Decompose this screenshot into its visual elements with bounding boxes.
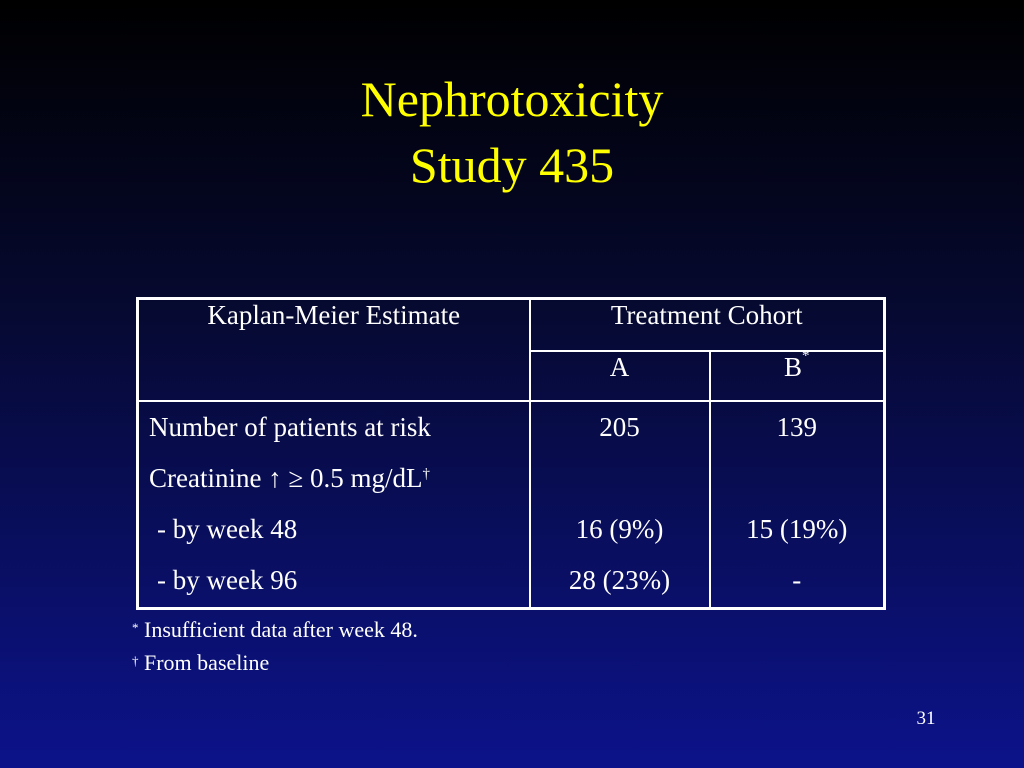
footnote-insufficient-data [132,614,418,646]
cohort-b-week-48: 15 (19%) [746,513,848,544]
row-label-week-48: - by week 48 [157,513,298,544]
header-treatment-cohort [530,299,885,351]
cohort-a-creatinine [531,453,709,504]
creatinine-label: Creatinine [149,462,262,493]
footnote-1-mark: * [132,620,139,635]
cohort-a-label: A [609,351,630,382]
slide-title [0,66,1024,198]
creatinine-footnote-mark: † [422,465,431,482]
results-table [136,297,886,610]
body-row [138,401,885,609]
title-line-1: Nephrotoxicity [360,71,664,127]
header-cohort-b [710,347,885,401]
footnote-2-mark: † [132,653,139,668]
header-estimate [138,299,530,401]
cohort-b-creatinine [711,453,884,504]
cohort-a-values-cell [530,401,710,609]
cohort-a-week-96: 28 (23%) [568,564,671,595]
header-treatment-label: Treatment Cohort [610,300,803,330]
row-label-week-96: - by week 96 [157,564,298,595]
row-labels-cell [138,401,530,609]
title-line-2: Study 435 [409,137,615,193]
header-estimate-label: Kaplan-Meier Estimate [207,300,461,330]
row-label-creatinine [139,453,529,504]
header-row [138,299,885,351]
cohort-b-values-cell [710,401,885,609]
footnote-from-baseline [132,647,269,679]
cohort-a-patients-at-risk: 205 [599,411,640,442]
cohort-b-patients-at-risk: 139 [776,411,817,442]
cohort-b-week-96: - [792,564,802,595]
footnote-2-text: From baseline [144,650,270,675]
up-arrow-icon: ↑ [268,462,282,493]
row-label-patients-at-risk: Number of patients at risk [149,411,431,442]
cohort-b-footnote-mark: * [802,347,810,364]
cohort-a-week-48: 16 (9%) [575,513,664,544]
footnote-1-text: Insufficient data after week 48. [144,617,418,642]
creatinine-threshold: 0.5 mg/dL [310,462,423,493]
header-cohort-a [530,351,710,401]
greater-equal-symbol: ≥ [288,462,304,493]
page-number: 31 [916,708,936,729]
cohort-b-label: B [783,351,802,382]
